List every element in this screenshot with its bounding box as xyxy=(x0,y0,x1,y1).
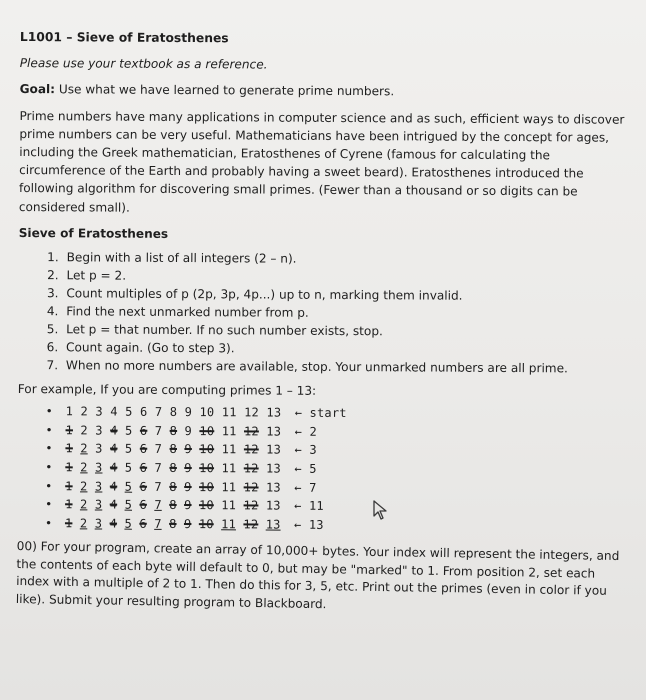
sieve-number: 12 xyxy=(243,442,259,457)
sieve-number: 1 xyxy=(65,460,73,475)
sieve-number: 10 xyxy=(199,442,215,457)
sieve-number: 7 xyxy=(154,460,163,475)
sieve-number: 7 xyxy=(154,516,162,531)
sieve-number: 11 xyxy=(221,405,237,420)
sieve-number: 11 xyxy=(221,442,237,457)
bullet-icon: • xyxy=(45,441,53,456)
sieve-number: 6 xyxy=(139,516,147,531)
sieve-number: 10 xyxy=(199,479,214,494)
sieve-number: 7 xyxy=(154,423,163,438)
step-item: 7. When no more numbers are available, stop. Your unmarked numbers are all prime. xyxy=(62,356,640,378)
step-item: 6. Count again. (Go to step 3). xyxy=(62,338,640,360)
sieve-number: 4 xyxy=(109,516,118,531)
sieve-number: 9 xyxy=(184,423,193,438)
bullet-icon: • xyxy=(45,497,53,512)
step-item: 4. Find the next unmarked number from p. xyxy=(62,302,640,324)
sieve-number: 8 xyxy=(169,460,177,475)
sieve-number: 1 xyxy=(65,441,73,456)
bullet-icon: • xyxy=(45,422,53,438)
intro-paragraph: Prime numbers have many applications in computer science and as such, efficient ways to discover prime numbers can be very useful. Mathematicians have been intrigued by the concept for ages, including the Greek mathematician, Eratosthenes of Cyrene (famous for calculating the circumference of the Earth and probably having a sweet beard). Eratosthenes introduced the following algorithm for discovering small primes. (Fewer than a thousand or so digits can be considered small). xyxy=(18,108,625,215)
sieve-number: 7 xyxy=(154,479,162,494)
sieve-number: 7 xyxy=(154,442,163,457)
arrow-left-icon: ← xyxy=(294,498,302,513)
sieve-number: 11 xyxy=(221,424,237,439)
step-item: 3. Count multiples of p (2p, 3p, 4p...) up to n, marking them invalid. xyxy=(62,284,640,306)
sieve-number: 6 xyxy=(139,497,147,512)
sieve-number: 8 xyxy=(169,479,177,494)
sieve-number: 4 xyxy=(110,404,118,419)
sieve-number: 10 xyxy=(198,498,214,513)
sieve-row-label: 7 xyxy=(301,480,317,495)
sieve-number: 6 xyxy=(139,460,148,475)
sieve-number: 10 xyxy=(199,423,215,439)
sieve-number: 4 xyxy=(109,497,118,512)
sieve-number: 2 xyxy=(80,423,88,438)
goal-label: Goal: xyxy=(19,82,56,97)
sieve-number: 5 xyxy=(124,460,133,475)
goal-text: Use what we have learned to generate prime numbers. xyxy=(58,82,395,99)
sieve-number: 9 xyxy=(184,461,192,476)
arrow-left-icon: ← xyxy=(294,480,302,495)
sieve-number: 3 xyxy=(94,497,103,512)
sieve-number: 13 xyxy=(265,517,281,532)
sieve-number: 13 xyxy=(266,405,282,420)
sieve-number: 3 xyxy=(94,516,103,531)
arrow-left-icon: ← xyxy=(294,405,303,420)
sieve-number: 11 xyxy=(221,461,237,476)
sieve-number: 5 xyxy=(124,497,133,512)
sieve-number: 8 xyxy=(169,498,177,513)
sieve-number: 12 xyxy=(244,405,260,420)
sieve-number: 10 xyxy=(198,516,214,531)
step-item: 2. Let p = 2. xyxy=(62,266,640,288)
sieve-number: 4 xyxy=(110,441,118,457)
sieve-number: 4 xyxy=(109,479,118,494)
sieve-number: 13 xyxy=(265,498,281,513)
sieve-number: 11 xyxy=(221,517,237,532)
step-item: 1. Begin with a list of all integers (2 – n). xyxy=(63,248,641,270)
sieve-number: 12 xyxy=(243,424,259,439)
sieve-number: 1 xyxy=(65,404,74,419)
mouse-pointer-icon xyxy=(372,500,388,520)
sieve-number: 9 xyxy=(184,479,192,494)
sieve-number: 9 xyxy=(184,442,192,457)
sieve-number: 7 xyxy=(154,498,162,513)
sieve-number: 6 xyxy=(139,442,148,457)
sieve-number: 9 xyxy=(184,405,193,420)
sieve-number: 6 xyxy=(139,479,148,494)
sieve-number: 3 xyxy=(95,441,103,456)
sieve-row-label: 11 xyxy=(301,498,324,514)
sieve-number: 12 xyxy=(243,479,259,495)
arrow-left-icon: ← xyxy=(294,443,302,458)
sieve-number: 3 xyxy=(95,460,103,475)
sieve-number: 5 xyxy=(124,516,132,531)
sieve-row-label: 13 xyxy=(301,517,324,532)
arrow-left-icon: ← xyxy=(293,517,302,532)
program-instructions: 00) For your program, create an array of 10,000+ bytes. Your index will represent the integers, and the contents of each byte will default to 0, but may be "marked" to 1. From position 2, set each index with a multiple of 2 to 1. Then do this for 3, 5, etc. Print out the primes (even in color if you like). Submit your resulting program to Blackboard. xyxy=(15,539,620,612)
sieve-row-label: 2 xyxy=(301,424,317,439)
sieve-number: 4 xyxy=(110,423,118,438)
sieve-number: 8 xyxy=(169,423,178,438)
sieve-number: 4 xyxy=(109,460,118,475)
sieve-example-list xyxy=(17,402,640,536)
sieve-number: 5 xyxy=(125,404,133,419)
sieve-number: 1 xyxy=(65,423,74,438)
sieve-row xyxy=(45,514,639,536)
sieve-number: 11 xyxy=(221,479,237,494)
sieve-number: 2 xyxy=(80,460,88,475)
sieve-number: 9 xyxy=(184,498,192,513)
sieve-number: 13 xyxy=(266,424,282,439)
sieve-number: 7 xyxy=(154,405,163,420)
sieve-number: 2 xyxy=(80,478,88,494)
bullet-icon: • xyxy=(45,460,53,475)
sieve-number: 10 xyxy=(199,461,215,476)
sieve-number: 8 xyxy=(169,442,178,457)
sieve-number: 11 xyxy=(221,498,237,513)
algorithm-steps xyxy=(18,248,641,378)
sieve-number: 9 xyxy=(183,516,192,531)
sieve-number: 13 xyxy=(265,480,281,495)
sieve-number: 2 xyxy=(80,404,89,419)
sieve-number: 8 xyxy=(169,516,177,531)
sieve-number: 3 xyxy=(94,479,103,494)
sieve-number: 13 xyxy=(266,442,282,458)
document-body xyxy=(16,28,642,612)
sieve-number: 6 xyxy=(139,423,148,438)
sieve-number: 2 xyxy=(80,441,88,456)
sieve-number: 2 xyxy=(79,497,88,512)
sieve-row-label: 5 xyxy=(301,461,317,476)
sieve-number: 12 xyxy=(243,517,259,532)
sieve-number: 10 xyxy=(199,405,215,420)
bullet-icon: • xyxy=(45,404,53,419)
sieve-row-label: 3 xyxy=(301,443,317,458)
sieve-number: 8 xyxy=(169,405,178,420)
example-intro: For example, If you are computing primes 1 – 13: xyxy=(17,382,317,398)
sieve-number: 5 xyxy=(124,442,133,457)
sieve-row-label: start xyxy=(302,405,347,421)
sieve-number: 12 xyxy=(243,461,259,476)
page-title: L1001 – Sieve of Eratosthenes xyxy=(19,29,229,46)
bullet-icon: • xyxy=(44,515,53,531)
sieve-number: 6 xyxy=(139,404,148,420)
sieve-number: 2 xyxy=(79,516,88,531)
sieve-number: 12 xyxy=(243,498,259,513)
sieve-number: 1 xyxy=(65,478,73,493)
sieve-number: 5 xyxy=(125,423,133,438)
sieve-number: 13 xyxy=(266,461,281,476)
arrow-left-icon: ← xyxy=(294,424,303,439)
sieve-number: 3 xyxy=(95,404,103,419)
bullet-icon: • xyxy=(45,478,53,493)
sieve-number: 1 xyxy=(64,516,73,531)
sieve-number: 5 xyxy=(124,479,133,494)
goal-line xyxy=(20,80,642,102)
step-item: 5. Let p = that number. If no such number exists, stop. xyxy=(62,320,640,342)
arrow-left-icon: ← xyxy=(294,461,302,476)
algorithm-heading: Sieve of Eratosthenes xyxy=(18,225,169,241)
sieve-number: 1 xyxy=(65,497,73,512)
sieve-number: 3 xyxy=(95,423,103,438)
reference-note: Please use your textbook as a reference. xyxy=(19,56,268,72)
